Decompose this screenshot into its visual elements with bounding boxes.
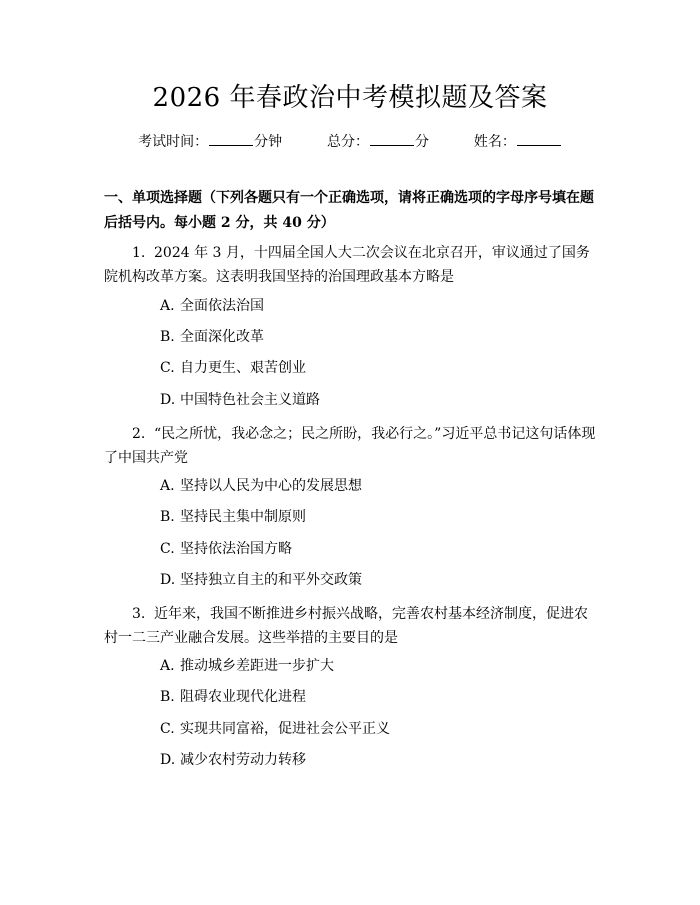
question-number: 3. bbox=[132, 606, 146, 622]
option-letter: D. bbox=[160, 392, 176, 408]
option-letter: A. bbox=[160, 658, 175, 674]
question-text: 近年来，我国不断推进乡村振兴战略，完善农村基本经济制度，促进农村一二三产业融合发展。这些举措的主要目的是 bbox=[104, 606, 588, 646]
option-letter: C. bbox=[160, 721, 175, 737]
section-heading: 一、单项选择题（下列各题只有一个正确选项，请将正确选项的字母序号填在题后括号内。每小题 2 分，共 40 分） bbox=[104, 190, 594, 231]
score-label: 总分： bbox=[327, 134, 369, 150]
question-1-option-b bbox=[160, 327, 600, 347]
exam-meta bbox=[0, 131, 700, 152]
question-3-option-a bbox=[160, 656, 600, 676]
option-text: 自力更生、艰苦创业 bbox=[180, 360, 306, 376]
option-letter: B. bbox=[160, 509, 175, 525]
time-label: 考试时间： bbox=[138, 134, 209, 150]
option-text: 实现共同富裕，促进社会公平正义 bbox=[180, 721, 390, 737]
score-blank bbox=[370, 131, 414, 146]
question-number: 1. bbox=[132, 245, 146, 261]
question-3-option-c bbox=[160, 719, 600, 739]
option-letter: A. bbox=[160, 478, 175, 494]
option-letter: C. bbox=[160, 541, 175, 557]
question-text: “民之所忧，我必念之；民之所盼，我必行之。”习近平总书记这句话体现了中国共产党 bbox=[104, 426, 596, 466]
time-blank bbox=[209, 131, 253, 146]
question-2 bbox=[104, 422, 600, 470]
option-letter: D. bbox=[160, 752, 176, 768]
name-blank bbox=[517, 131, 561, 146]
option-text: 坚持独立自主的和平外交政策 bbox=[180, 572, 362, 588]
option-letter: D. bbox=[160, 572, 176, 588]
question-1 bbox=[104, 241, 600, 289]
option-text: 全面依法治国 bbox=[180, 298, 264, 314]
question-1-option-a bbox=[160, 296, 600, 316]
option-text: 中国特色社会主义道路 bbox=[180, 392, 320, 408]
page-title: 2026 年春政治中考模拟题及答案 bbox=[152, 83, 548, 113]
option-text: 推动城乡差距进一步扩大 bbox=[180, 658, 334, 674]
question-1-option-c bbox=[160, 358, 600, 378]
name-label: 姓名： bbox=[473, 134, 516, 150]
option-letter: B. bbox=[160, 329, 175, 345]
question-number: 2. bbox=[132, 426, 146, 442]
question-2-option-a bbox=[160, 476, 600, 496]
option-text: 全面深化改革 bbox=[180, 329, 264, 345]
question-2-option-d bbox=[160, 570, 600, 590]
option-text: 阻碍农业现代化进程 bbox=[180, 689, 306, 705]
option-text: 坚持民主集中制原则 bbox=[180, 509, 306, 525]
option-letter: C. bbox=[160, 360, 175, 376]
question-3-option-d bbox=[160, 750, 600, 770]
option-letter: A. bbox=[160, 298, 175, 314]
option-text: 减少农村劳动力转移 bbox=[180, 752, 306, 768]
question-text: 2024 年 3 月，十四届全国人大二次会议在北京召开，审议通过了国务院机构改革方案。这表明我国坚持的治国理政基本方略是 bbox=[104, 245, 590, 285]
question-2-option-c bbox=[160, 539, 600, 559]
time-unit: 分钟 bbox=[254, 134, 283, 150]
question-3 bbox=[104, 602, 600, 650]
score-unit: 分 bbox=[415, 134, 429, 150]
question-1-option-d bbox=[160, 390, 600, 410]
option-text: 坚持依法治国方略 bbox=[180, 541, 292, 557]
question-2-option-b bbox=[160, 507, 600, 527]
question-3-option-b bbox=[160, 687, 600, 707]
option-letter: B. bbox=[160, 689, 175, 705]
option-text: 坚持以人民为中心的发展思想 bbox=[180, 478, 362, 494]
